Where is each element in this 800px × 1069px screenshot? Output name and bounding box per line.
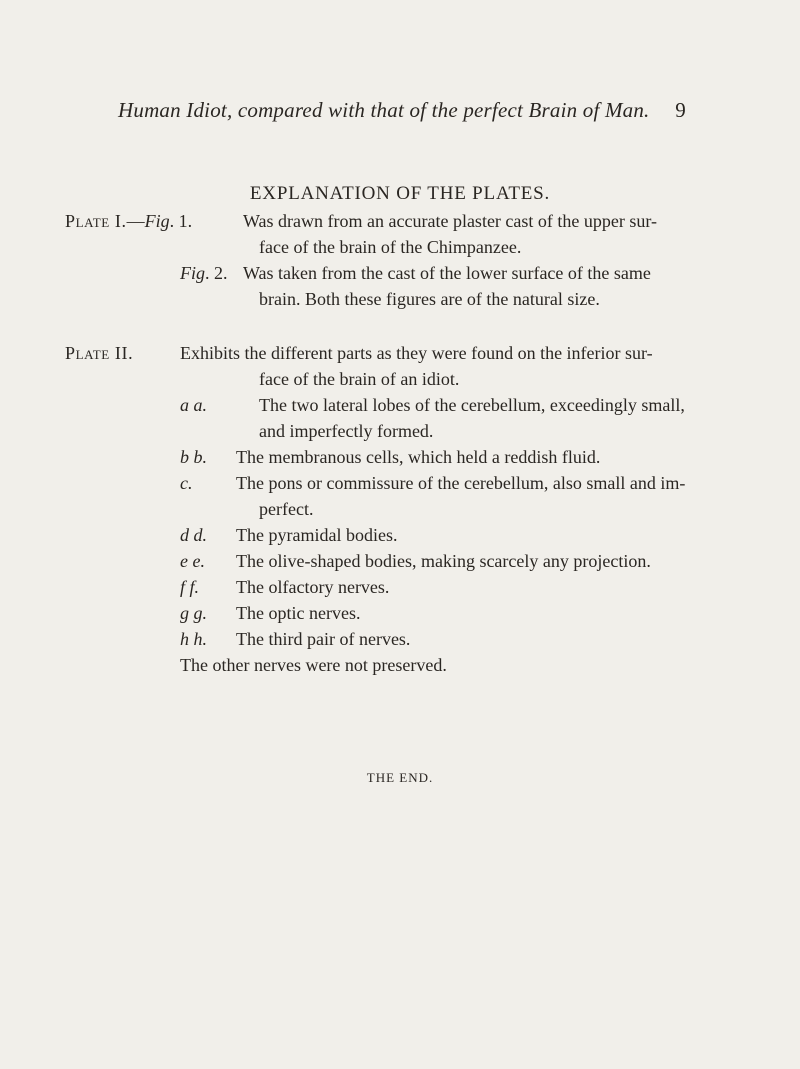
plate-1-dash: — xyxy=(126,211,145,231)
running-head xyxy=(118,98,686,123)
plate-1-fig-1-line-1 xyxy=(65,210,192,232)
section-heading: EXPLANATION OF THE PLATES. xyxy=(249,183,551,204)
item-key-c: c. xyxy=(180,473,193,493)
item-ee-line-1: The olive-shaped bodies, making scarcely any projection. xyxy=(236,551,651,571)
fig-2-text-line-2: brain. Both these figures are of the natural size. xyxy=(259,289,600,309)
closing-note: The other nerves were not preserved. xyxy=(180,655,447,675)
item-ff-line-1: The olfactory nerves. xyxy=(236,577,390,597)
item-hh-line-1: The third pair of nerves. xyxy=(236,629,411,649)
item-key-ff: f f. xyxy=(180,577,200,597)
item-key-hh: h h. xyxy=(180,629,207,649)
item-dd-line-1: The pyramidal bodies. xyxy=(236,525,398,545)
item-c-line-1: The pons or commissure of the cerebellum, also small and im- xyxy=(236,473,686,493)
plate-1-label: Plate I. xyxy=(65,211,127,231)
item-key-aa: a a. xyxy=(180,395,207,415)
plate-2-text-line-2: face of the brain of an idiot. xyxy=(259,369,460,389)
fig-1-text-line-1: Was drawn from an accurate plaster cast of the upper sur- xyxy=(243,211,658,231)
the-end: THE END. xyxy=(366,770,434,785)
fig-2-label: Fig xyxy=(180,263,205,283)
fig-1-number: . 1. xyxy=(169,211,193,231)
item-gg-line-1: The optic nerves. xyxy=(236,603,361,623)
item-c-line-2: perfect. xyxy=(259,499,314,519)
item-aa-line-2: and imperfectly formed. xyxy=(259,421,434,441)
item-key-bb: b b. xyxy=(180,447,207,467)
plate-2-text-line-1: Exhibits the different parts as they were found on the inferior sur- xyxy=(180,343,653,363)
fig-2-text-line-1: Was taken from the cast of the lower surface of the same xyxy=(243,263,651,283)
item-key-gg: g g. xyxy=(180,603,207,623)
fig-1-text-line-2: face of the brain of the Chimpanzee. xyxy=(259,237,522,257)
item-key-dd: d d. xyxy=(180,525,207,545)
item-bb-line-1: The membranous cells, which held a reddish fluid. xyxy=(236,447,601,467)
fig-2-number: . 2. xyxy=(205,263,228,283)
item-aa-line-1: The two lateral lobes of the cerebellum, exceedingly small, xyxy=(259,395,685,415)
fig-1-label: Fig xyxy=(144,211,170,231)
running-head-title: Human Idiot, compared with that of the perfect Brain of Man. xyxy=(118,98,650,122)
plate-2-label: Plate II. xyxy=(65,343,134,363)
item-key-ee: e e. xyxy=(180,551,205,571)
page-number: 9 xyxy=(675,98,686,122)
plate-1-fig-2-label xyxy=(180,262,228,284)
